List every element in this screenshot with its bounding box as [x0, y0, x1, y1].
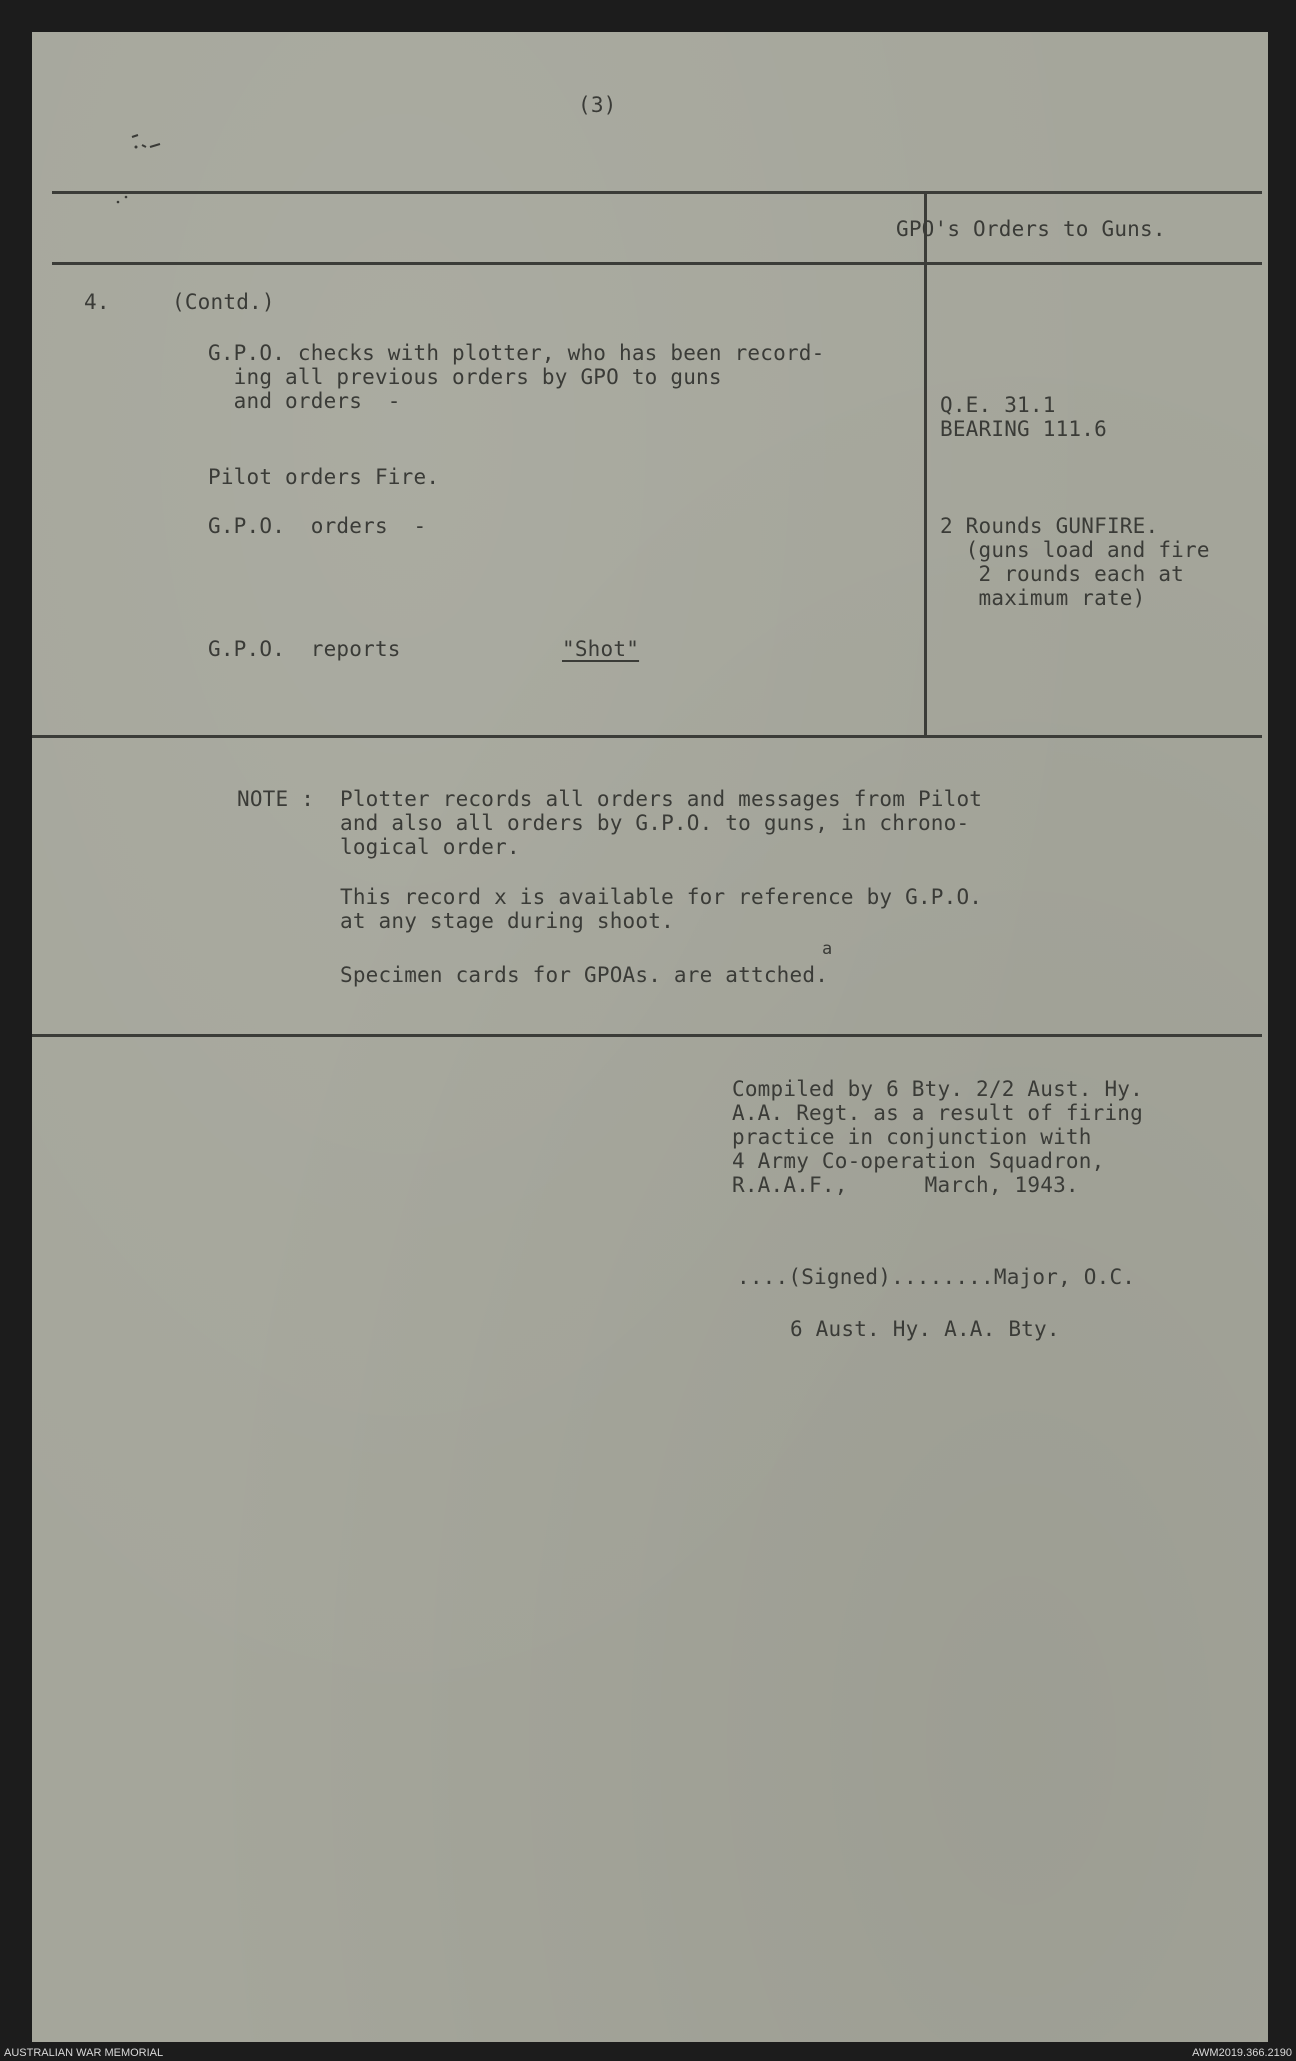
rounds-line-4: maximum rate)	[940, 586, 1146, 610]
compiled-line-4: 4 Army Co-operation Squadron,	[732, 1149, 1105, 1173]
gpo-checks-line-1: G.P.O. checks with plotter, who has been record-	[208, 341, 825, 365]
table-top-rule	[52, 191, 1262, 194]
shot-label: "Shot"	[562, 637, 640, 661]
note-para2-line-1: This record x is available for reference by G.P.O.	[340, 885, 983, 909]
pilot-orders: Pilot orders Fire.	[208, 465, 440, 489]
rounds-line-3: 2 rounds each at	[940, 562, 1185, 586]
compiled-line-5: R.A.A.F., March, 1943.	[732, 1173, 1079, 1197]
section-rule	[32, 1034, 1262, 1037]
note-para1-line-1: Plotter records all orders and messages from Pilot	[340, 787, 983, 811]
gpo-orders: G.P.O. orders -	[208, 514, 427, 538]
rounds-line-1: 2 Rounds GUNFIRE.	[940, 514, 1159, 538]
contd-label: (Contd.)	[172, 290, 275, 314]
pencil-marks	[112, 127, 202, 221]
note-para2-line-2: at any stage during shoot.	[340, 909, 674, 933]
right-column-header: GPO's Orders to Guns.	[896, 217, 1166, 241]
gpo-checks-line-3: and orders -	[208, 389, 401, 413]
table-header-rule	[52, 262, 1262, 265]
note-para1-line-3: logical order.	[340, 835, 520, 859]
gpo-reports-label: G.P.O. reports	[208, 637, 401, 661]
compiled-line-1: Compiled by 6 Bty. 2/2 Aust. Hy.	[732, 1077, 1143, 1101]
insert-letter: a	[822, 939, 833, 959]
table-column-divider	[924, 191, 927, 736]
document-page	[32, 32, 1268, 2042]
note-para3: Specimen cards for GPOAs. are attched.	[340, 963, 829, 987]
note-para1-line-2: and also all orders by G.P.O. to guns, in chrono-	[340, 811, 970, 835]
footer-right: AWM2019.366.2190	[1192, 2047, 1292, 2059]
gpo-checks-line-2: ing all previous orders by GPO to guns	[208, 365, 722, 389]
unit-name: 6 Aust. Hy. A.A. Bty.	[790, 1317, 1060, 1341]
note-label: NOTE :	[237, 787, 315, 811]
compiled-line-2: A.A. Regt. as a result of firing	[732, 1101, 1143, 1125]
compiled-line-3: practice in conjunction with	[732, 1125, 1092, 1149]
signature-line: ....(Signed)........Major, O.C.	[737, 1265, 1136, 1289]
item-number: 4.	[84, 290, 110, 314]
bearing-value: BEARING 111.6	[940, 417, 1107, 441]
page-number: (3)	[578, 93, 617, 117]
table-bottom-rule	[32, 735, 1262, 738]
qe-value: Q.E. 31.1	[940, 393, 1056, 417]
rounds-line-2: (guns load and fire	[940, 538, 1210, 562]
footer-left: AUSTRALIAN WAR MEMORIAL	[4, 2047, 164, 2059]
